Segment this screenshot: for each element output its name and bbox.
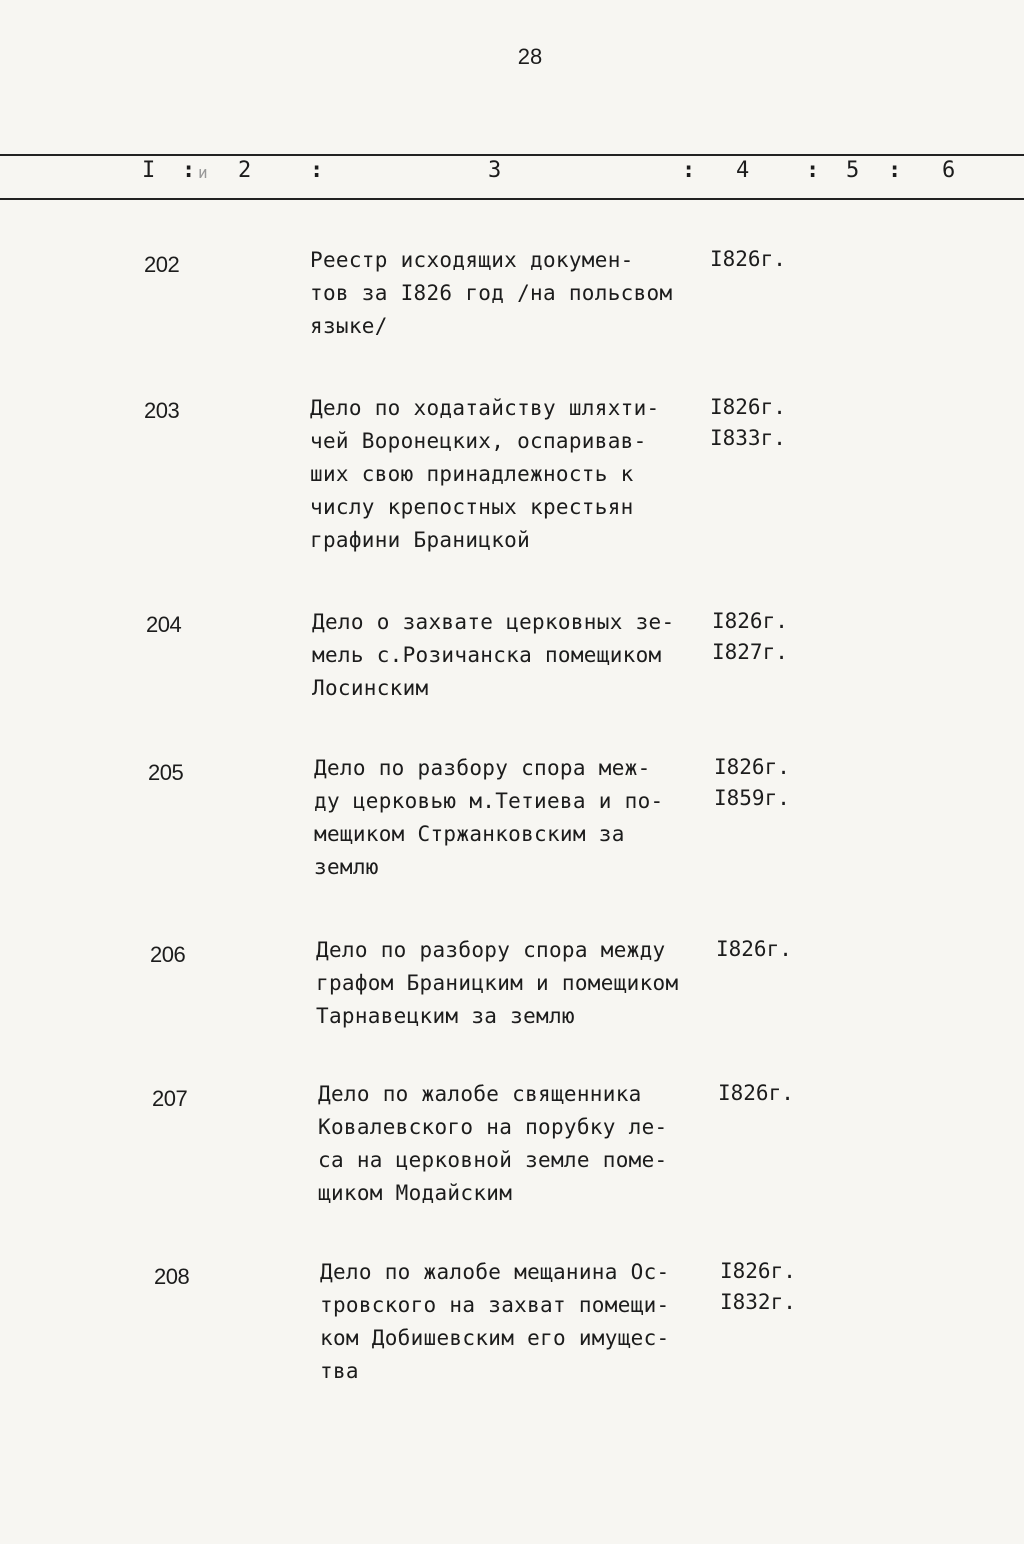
header-separator-2: : (310, 158, 324, 183)
record-number: 203 (144, 398, 180, 423)
record-description: Дело о захвате церковных зе- мель с.Розичанска помещиком Лосинским (312, 610, 675, 700)
record-number: 205 (148, 760, 184, 785)
record-description: Дело по жалобе мещанина Ос- тровского на захват помещи- ком Добишевским его имущес- тва (320, 1260, 670, 1383)
header-bottom-rule (0, 198, 1024, 200)
record-dates: I826г. (716, 937, 792, 961)
record-number: 207 (152, 1086, 188, 1111)
record-description: Дело по разбору спора меж- ду церковью м.Тетиева и по- мещиком Стржанковским за землю (314, 756, 664, 879)
header-col-4: 4 (736, 158, 750, 183)
header-col-6: 6 (942, 158, 956, 183)
header-col-1: I (142, 158, 156, 183)
record-dates: I826г. (718, 1081, 794, 1105)
record-dates: I826г. I859г. (714, 755, 790, 810)
page-number: 28 (517, 44, 543, 69)
record-number: 206 (150, 942, 186, 967)
header-separator-3: : (682, 158, 696, 183)
record-dates: I826г. I833г. (710, 395, 786, 450)
header-faint-mark: и (198, 163, 208, 182)
record-description: Дело по ходатайству шляхти- чей Воронецких, оспаривав- ших свою принадлежность к числу крепостных крестьян графини Браницкой (310, 396, 660, 552)
header-col-2: 2 (238, 158, 252, 183)
header-separator-5: : (888, 158, 902, 183)
record-dates: I826г. I827г. (712, 609, 788, 664)
header-col-5: 5 (846, 158, 860, 183)
record-number: 204 (146, 612, 182, 637)
header-separator-1: : (182, 158, 196, 183)
record-dates: I826г. I832г. (720, 1259, 796, 1314)
record-description: Реестр исходящих докумен- тов за I826 год /на польсвом языке/ (310, 248, 673, 338)
record-description: Дело по жалобе священника Ковалевского на порубку ле- са на церковной земле поме- щиком Модайским (318, 1082, 668, 1205)
record-number: 202 (144, 252, 180, 277)
header-separator-4: : (806, 158, 820, 183)
record-number: 208 (154, 1264, 190, 1289)
record-dates: I826г. (710, 247, 786, 271)
header-col-3: 3 (488, 158, 502, 183)
header-top-rule (0, 154, 1024, 156)
record-description: Дело по разбору спора между графом Браницким и помещиком Тарнавецким за землю (316, 938, 679, 1028)
